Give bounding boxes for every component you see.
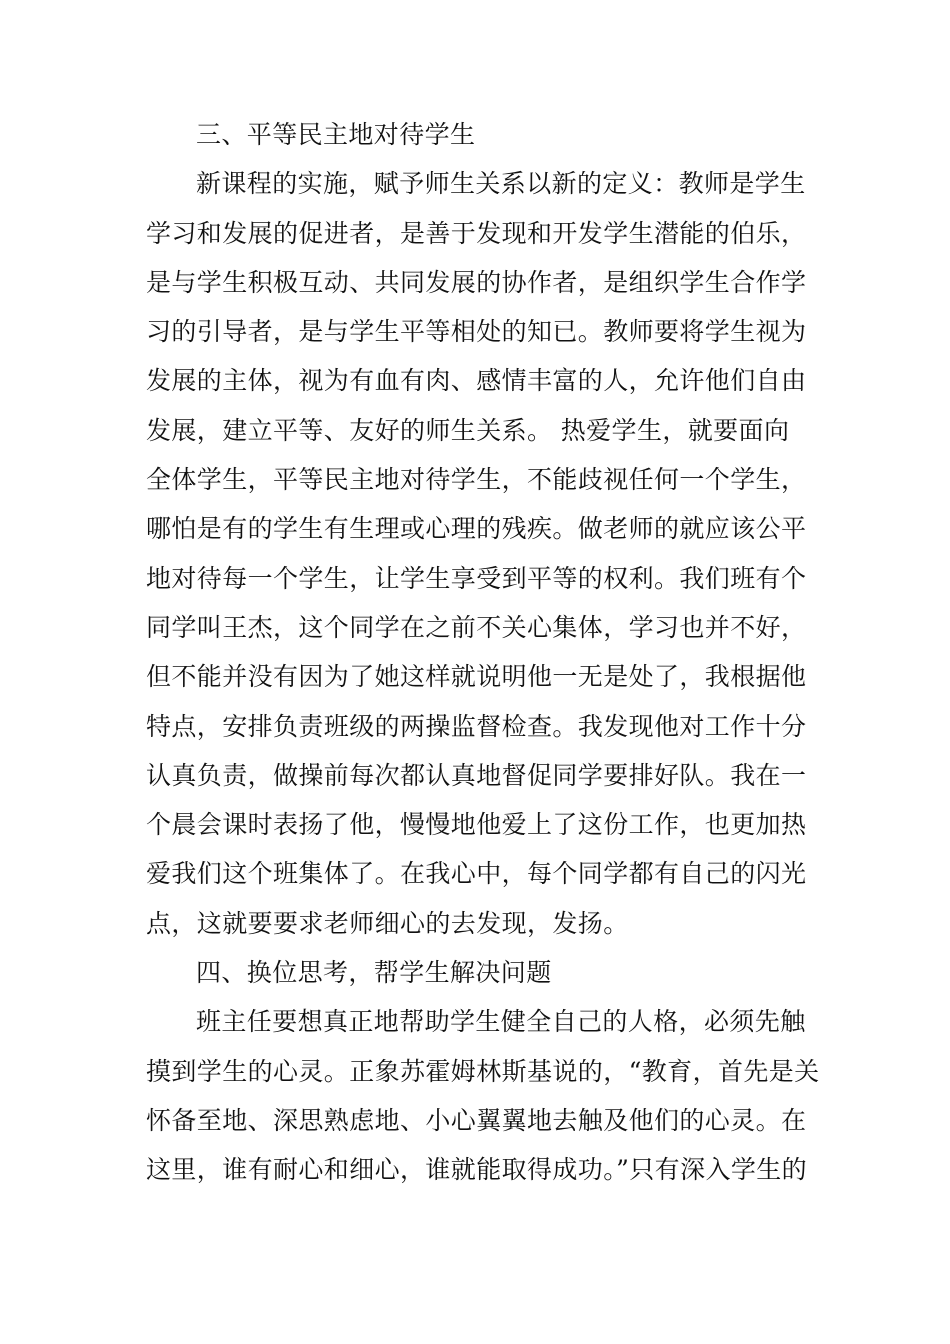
paragraph-line: 全体学生，平等民主地对待学生，不能歧视任何一个学生， bbox=[146, 465, 807, 495]
paragraph-line: 地对待每一个学生，让学生享受到平等的权利。我们班有个 bbox=[146, 563, 807, 593]
paragraph-line: 个晨会课时表扬了他，慢慢地他爱上了这份工作，也更加热 bbox=[146, 810, 807, 840]
paragraph-line: 爱我们这个班集体了。在我心中，每个同学都有自己的闪光 bbox=[146, 859, 807, 889]
paragraph-line: 点，这就要要求老师细心的去发现，发扬。 bbox=[146, 908, 629, 938]
document-body bbox=[146, 110, 820, 1195]
paragraph-line: 哪怕是有的学生有生理或心理的残疾。做老师的就应该公平 bbox=[146, 514, 807, 544]
section-heading-3: 三、平等民主地对待学生 bbox=[196, 120, 476, 149]
paragraph-line: 发展，建立平等、友好的师生关系。 热爱学生，就要面向 bbox=[146, 415, 790, 445]
paragraph-line: 特点，安排负责班级的两操监督检查。我发现他对工作十分 bbox=[146, 711, 807, 741]
paragraph-line: 这里，谁有耐心和细心，谁就能取得成功。”只有深入学生的 bbox=[146, 1155, 808, 1185]
paragraph-line: 是与学生积极互动、共同发展的协作者，是组织学生合作学 bbox=[146, 267, 807, 297]
paragraph-line: 怀备至地、深思熟虑地、小心翼翼地去触及他们的心灵。在 bbox=[146, 1105, 807, 1135]
paragraph-line: 班主任要想真正地帮助学生健全自己的人格，必须先触 bbox=[196, 1007, 806, 1037]
paragraph-line: 学习和发展的促进者，是善于发现和开发学生潜能的伯乐， bbox=[146, 218, 807, 248]
paragraph-line: 发展的主体，视为有血有肉、感情丰富的人，允许他们自由 bbox=[146, 366, 807, 396]
section-heading-4: 四、换位思考，帮学生解决问题 bbox=[196, 958, 552, 988]
paragraph-line: 但不能并没有因为了她这样就说明他一无是处了，我根据他 bbox=[146, 662, 807, 692]
paragraph-line: 习的引导者，是与学生平等相处的知已。教师要将学生视为 bbox=[146, 317, 807, 347]
paragraph-line: 新课程的实施，赋予师生关系以新的定义：教师是学生 bbox=[196, 169, 806, 199]
paragraph-line: 摸到学生的心灵。正象苏霍姆林斯基说的，“教育，首先是关 bbox=[146, 1056, 820, 1086]
paragraph-line: 认真负责，做操前每次都认真地督促同学要排好队。我在一 bbox=[146, 760, 807, 790]
paragraph-line: 同学叫王杰，这个同学在之前不关心集体，学习也并不好， bbox=[146, 612, 807, 642]
